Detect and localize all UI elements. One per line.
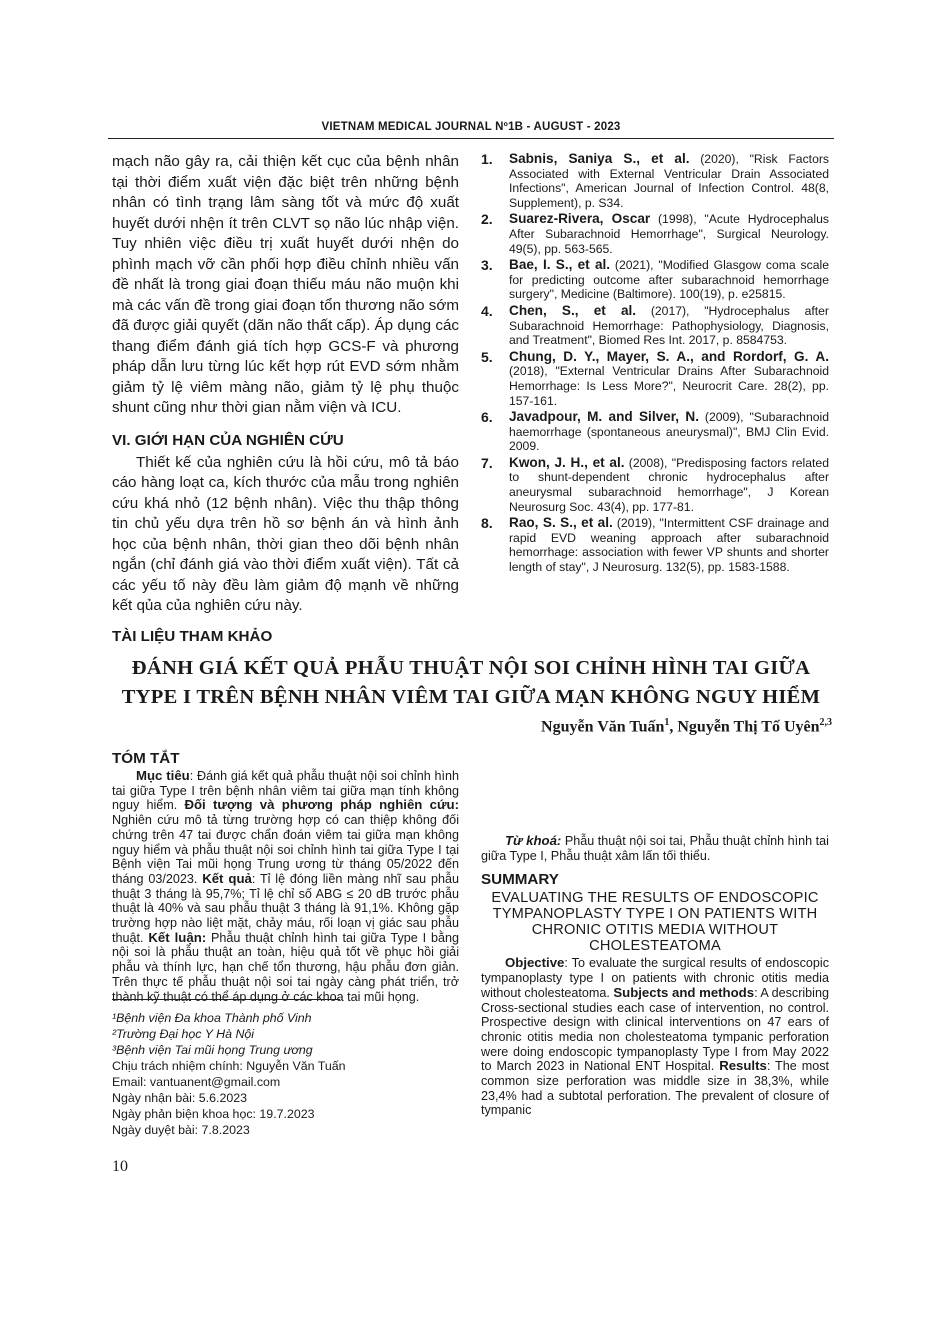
journal-header: VIETNAM MEDICAL JOURNAL Nº1B - AUGUST - 2023: [321, 121, 621, 133]
footnote-received: Ngày nhận bài: 5.6.2023: [112, 1091, 248, 1105]
footnote-reviewed: Ngày phản biện khoa học: 19.7.2023: [112, 1107, 315, 1121]
en-objective-text: : To evaluate the surgical results of endoscopic tympanoplasty type I on patients with chronic otitis media without cholesteatoma.: [481, 956, 829, 1000]
footnote-affil-2: ²Trường Đại học Y Hà Nội: [112, 1027, 255, 1041]
abstract-vi-body: [112, 769, 459, 1004]
reference-item: [481, 350, 829, 408]
reference-item: [481, 456, 829, 514]
reference-authors: Chung, D. Y., Mayer, S. A., and Rordorf, G. A.: [509, 348, 829, 364]
summary-body: [481, 956, 829, 1118]
en-methods-label: Subjects and methods: [613, 984, 755, 1000]
footnote-corresponding: Chịu trách nhiệm chính: Nguyễn Văn Tuấn: [112, 1059, 346, 1073]
footnote-accepted: Ngày duyệt bài: 7.8.2023: [112, 1123, 250, 1137]
title-line-2: TYPE I TRÊN BỆNH NHÂN VIÊM TAI GIỮA MẠN KHÔNG NGUY HIỂM: [121, 686, 821, 708]
reference-item: [481, 152, 829, 210]
abstract-vi-left: [112, 750, 459, 1004]
reference-authors: Sabnis, Saniya S., et al.: [509, 151, 690, 166]
author-2: Nguyễn Thị Tố Uyên: [677, 718, 820, 736]
footnotes: [112, 1010, 459, 1138]
results-text: : Tỉ lệ đóng liền màng nhĩ sau phẫu thuật 3 tháng là 95,7%; Tỉ lệ chỉ số ABG ≤ 20 dB trước phẫu thuật là 40% và sau phẫu thuật 3 tháng là 91,1%. Không gặp trường hợp nào liệt mặt, chảy máu, rối loạn vị giác sau phẫu thuật.: [112, 871, 459, 945]
reference-number: 3.: [481, 257, 493, 274]
abstract-right: [481, 742, 829, 1118]
reference-item: [481, 304, 829, 348]
reference-text: (1998), "Acute Hydrocephalus After Subarachnoid Hemorrhage", Surgical Neurology. 49(5), pp. 563-565.: [509, 212, 829, 256]
abstract-vi-heading: TÓM TẮT: [112, 750, 180, 767]
keywords-paragraph: [481, 834, 829, 863]
conclusion-label: Kết luận:: [148, 929, 207, 945]
title-line-1: ĐÁNH GIÁ KẾT QUẢ PHẪU THUẬT NỘI SOI CHỈNH HÌNH TAI GIỮA: [131, 657, 811, 679]
reference-item: [481, 212, 829, 256]
reference-item: [481, 410, 829, 454]
reference-text: (2020), "Risk Factors Associated with External Ventricular Drain Associated Infections", American Journal of Infection Control. 48(8, Supplement), p. S34.: [509, 152, 829, 210]
reference-item: [481, 516, 829, 574]
reference-text: (2021), "Modified Glasgow coma scale for predicting outcome after subarachnoid hemorrhage surgery", Medicine (Baltimore). 100(19), p. e25815.: [509, 258, 829, 302]
reference-number: 6.: [481, 409, 493, 426]
methods-text: Nghiên cứu mô tả từng trường hợp có can thiệp không đối chứng trên 47 tai được chẩn đoán viêm tai giữa mạn không nguy hiểm và phẫu thuật nội soi chỉnh hình tai giữa Type I tại Bệnh viện Tai mũi họng Trung ương từ tháng 05/2022 đến tháng 03/2023.: [112, 813, 459, 886]
page-number: 10: [112, 1158, 128, 1175]
reference-number: 4.: [481, 302, 493, 319]
reference-number: 8.: [481, 515, 493, 532]
reference-list: [481, 152, 829, 575]
reference-authors: Rao, S. S., et al.: [509, 515, 613, 531]
reference-authors: Bae, I. S., et al.: [509, 257, 611, 273]
conclusion-text: Phẫu thuật chỉnh hình tai giữa Type I bằng nội soi là phẫu thuật an toàn, hiệu quả tốt về phục hồi giải phẫu và thính lực, hạn chế tổn thương, hậu phẫu đơn giản. Trên thực tế phẫu thuật nội soi tai ngày càng phát triển, trở thành kỹ thuật có thể áp dụng ở các khoa tai mũi họng.: [112, 930, 459, 1004]
objective-text: : Đánh giá kết quả phẫu thuật nội soi chỉnh hình tai giữa Type I trên bệnh nhân viêm tai giữa mạn tính không nguy hiểm.: [112, 769, 459, 813]
reference-authors: Suarez-Rivera, Oscar: [509, 211, 651, 227]
left-column-top: [112, 152, 459, 649]
author-line: [541, 717, 832, 736]
summary-title: EVALUATING THE RESULTS OF ENDOSCOPIC TYMPANOPLASTY TYPE I ON PATIENTS WITH CHRONIC OTITIS MEDIA WITHOUT CHOLESTEATOMA: [491, 890, 819, 955]
footnote-rule: [112, 999, 340, 1000]
methods-label: Đối tượng và phương pháp nghiên cứu:: [184, 797, 459, 813]
author-separator: ,: [669, 718, 678, 736]
keywords-text: Phẫu thuật nội soi tai, Phẫu thuật chỉnh hình tai giữa Type I, Phẫu thuật xâm lấn tối thiểu.: [481, 834, 829, 863]
article-title: [108, 654, 834, 712]
header-rule: [108, 138, 834, 139]
reference-text: (2019), "Intermittent CSF drainage and rapid EVD weaning approach after subarachnoid hemorrhage: association with fewer VP shunts and shorter length of stay", J Neurosurg. 132(5), pp. 1583-1588.: [509, 516, 830, 575]
keywords-label: Từ khoá:: [505, 833, 562, 848]
reference-authors: Javadpour, M. and Silver, N.: [509, 409, 699, 425]
section-heading-limitations: VI. GIỚI HẠN CỦA NGHIÊN CỨU: [112, 431, 344, 449]
footnote-affil-3: ³Bệnh viện Tai mũi họng Trung ương: [112, 1043, 313, 1057]
reference-number: 2.: [481, 211, 493, 228]
en-results-text: : The most common size perforation was middle size in 38,3%, while 23,4% had a subtotal perforation. The prevalent of closure of tympanic: [481, 1059, 830, 1118]
en-methods-text: : A describing Cross-sectional studies each case of intervention, no control. Prospective design with clinical interventions on 47 ears of chronic otitis media non cholesteatoma tympanic perforation were doing endoscopic tympanoplasty Type I from May 2022 to March 2023 in National ENT Hospital.: [481, 985, 829, 1074]
reference-text: (2009), "Subarachnoid haemorrhage (spontaneous aneurysmal)", BMJ Clin Evid. 2009.: [509, 410, 829, 454]
section-heading-references: TÀI LIỆU THAM KHẢO: [112, 627, 273, 645]
author-1-affil: 1: [664, 717, 670, 728]
footnote-email: Email: vantuanent@gmail.com: [112, 1075, 281, 1089]
reference-authors: Chen, S., et al.: [509, 302, 637, 318]
results-label: Kết quả: [202, 870, 252, 886]
reference-number: 7.: [481, 454, 493, 471]
reference-number: 5.: [481, 348, 493, 365]
reference-number: 1.: [481, 151, 493, 167]
reference-item: [481, 258, 829, 302]
reference-text: (2018), "External Ventricular Drains After Subarachnoid Hemorrhage: Is Less More?", Neurocrit Care. 28(2), pp. 157-161.: [509, 364, 829, 408]
reference-text: (2017), "Hydrocephalus after Subarachnoid Hemorrhage: Pathophysiology, Diagnosis, and Treatment", Biomed Res Int. 2017, p. 8584753.: [509, 303, 829, 348]
author-1: Nguyễn Văn Tuấn: [541, 718, 665, 736]
summary-heading: SUMMARY: [481, 871, 559, 889]
en-objective-label: Objective: [505, 955, 565, 971]
reference-column: [481, 152, 829, 577]
objective-label: Mục tiêu: [136, 768, 190, 783]
discussion-paragraph: mạch não gây ra, cải thiện kết cục của bệnh nhân tại thời điểm xuất viện đặc biệt trên những bệnh nhân có tình trạng lâm sàng tốt và mức độ xuất huyết dưới nhện ít trên CLVT sọ não lúc nhập viện. Tuy nhiên việc điều trị xuất huyết dưới nhện do phình mạch vỡ cần phối hợp điều chỉnh nhiều vấn đề nhất là trong giai đoạn thiếu máu não muộn khi mà các vấn đề trong giai đoạn tổn thương não sớm đã được giải quyết (dãn não thất cấp). Áp dụng các thang điểm đánh giá tích hợp GCS-F và phương pháp dẫn lưu từng lúc kết hợp rút EVD sớm nhằm giảm tỷ lệ viêm màng não, giảm tỷ lệ phụ thuộc shunt cũng như thời gian nằm viện và ICU.: [112, 153, 459, 416]
author-2-affil: 2,3: [819, 717, 832, 728]
reference-text: (2008), "Predisposing factors related to shunt-dependent chronic hydrocephalus after aneurysmal subarachnoid hemorrhage", J Korean Neurosurg Soc. 43(4), pp. 177-81.: [509, 455, 829, 514]
footnote-affil-1: ¹Bệnh viện Đa khoa Thành phố Vinh: [112, 1011, 312, 1025]
reference-authors: Kwon, J. H., et al.: [509, 454, 625, 470]
limitations-paragraph: Thiết kế của nghiên cứu là hồi cứu, mô tả báo cáo hàng loạt ca, kích thước của mẫu trong nghiên cứu khá nhỏ (12 bệnh nhân). Việc thu thập thông tin chủ yếu dựa trên hồ sơ bệnh án và hình ảnh học của bệnh nhân, thời gian theo dõi bệnh nhân ngắn (chỉ đánh giá vào thời điểm xuất viện). Tất cả các yếu tố này đều làm giảm độ mạnh về những kết qủa của nghiên cứu này.: [112, 453, 459, 614]
en-results-label: Results: [719, 1058, 767, 1074]
